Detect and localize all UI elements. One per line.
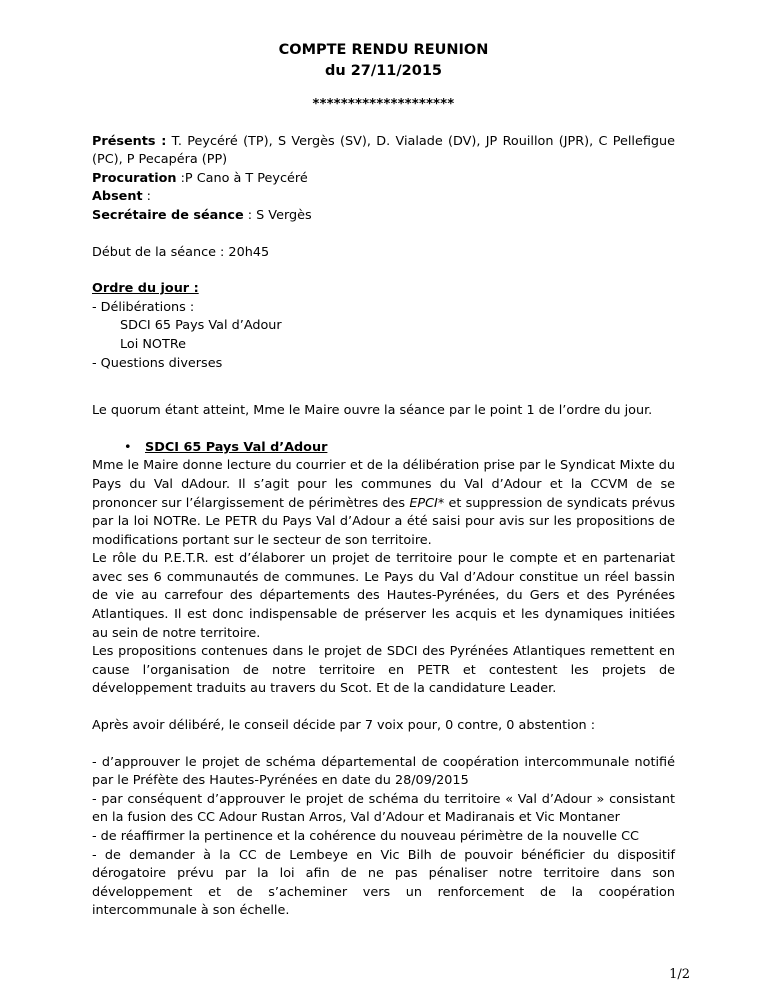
vote-text: Après avoir délibéré, le conseil décide par 7 voix pour, 0 contre, 0 abstention : (92, 718, 596, 734)
procuration-label: Procuration (92, 170, 177, 186)
paragraph-text: et suppression de syndicats prévus par la loi NOTRe. Le PETR du Pays Val d’Adour a été saisi pour avis sur les propositions de modifications portant sur le secteur de son territoire. (92, 495, 675, 548)
page-number: 1/2 (669, 967, 690, 983)
section-paragraph: Les propositions contenues dans le projet de SDCI des Pyrénées Atlantiques remettent en cause l’organisation de notre territoire en PETR et contestent les projets de développement traduits au travers du Scot. Et de la candidature Leader. (92, 644, 675, 697)
attendance-block (92, 133, 675, 226)
section-heading-line (92, 439, 675, 458)
presents-label: Présents : (92, 133, 167, 149)
decision-item: - par conséquent d’approuver le projet de schéma du territoire « Val d’Adour » consistant en la fusion des CC Adour Rustan Arros, Val d’Adour et Madiranais et Vic Montaner (92, 791, 675, 826)
agenda-heading: Ordre du jour : (92, 281, 199, 297)
quorum-text: Le quorum étant atteint, Mme le Maire ouvre la séance par le point 1 de l’ordre du jour. (92, 403, 653, 419)
section-paragraph: Le rôle du P.E.T.R. est d’élaborer un projet de territoire pour le compte et en partenariat avec ses 6 communautés de communes. Le Pays du Val d’Adour constitue un réel bassin de vie au carrefour des départements des Hautes-Pyrénées, du Gers et des Pyrénées Atlantiques. Il est donc indispensable de préserver les acquis et les dynamiques initiées au sein de notre territoire. (92, 551, 675, 641)
secretaire-label: Secrétaire de séance (92, 207, 244, 223)
document-page (92, 40, 675, 921)
section-heading: SDCI 65 Pays Val d’Adour (145, 439, 328, 455)
presents-value: T. Peycéré (TP), S Vergès (SV), D. Vialade (DV), JP Rouillon (JPR), C Pellefigue (PC), P Pecapéra (PP) (92, 133, 675, 168)
secretaire-line (92, 207, 675, 226)
section-body (92, 457, 675, 699)
procuration-value: :P Cano à T Peycéré (176, 170, 308, 186)
document-date: du 27/11/2015 (324, 63, 443, 79)
decision-item: - de réaffirmer la pertinence et la cohérence du nouveau périmètre de la nouvelle CC (92, 829, 639, 844)
agenda-item: SDCI 65 Pays Val d’Adour (120, 318, 282, 334)
decision-item: - de demander à la CC de Lembeye en Vic Bilh de pouvoir bénéficier du dispositif dérogatoire prévu par la loi afin de ne pas pénaliser notre territoire dans son développement et de s’acheminer vers un renforcement de la coopération intercommunale à son échelle. (92, 847, 675, 919)
presents-line (92, 133, 675, 170)
agenda-block (92, 280, 675, 373)
procuration-line (92, 170, 675, 189)
absent-value: : (142, 189, 151, 205)
absent-line (92, 188, 675, 207)
section-paragraph (92, 457, 675, 550)
debut-seance: Début de la séance : 20h45 (92, 244, 270, 260)
epci-term: EPCI* (409, 495, 445, 511)
decision-item: - d’approuver le projet de schéma départemental de coopération intercommunale notifié par le Préfète des Hautes-Pyrénées en date du 28/09/2015 (92, 754, 675, 789)
document-title: COMPTE RENDU REUNION (278, 42, 489, 58)
absent-label: Absent (92, 189, 143, 205)
agenda-item: - Questions diverses (92, 355, 223, 371)
paragraph-text: Mme le Maire donne lecture du courrier et de la délibération prise par le Syndicat Mixte du Pays du Val dAdour. Il s’agit pour les communes du Val d’Adour et la CCVM de se prononcer sur l’élargissement de périmètres des (92, 458, 675, 511)
secretaire-value: : S Vergès (243, 207, 312, 223)
decisions-list (92, 754, 675, 921)
separator-stars: ******************** (312, 97, 455, 112)
agenda-item: - Délibérations : (92, 299, 195, 315)
bullet-icon: • (124, 439, 132, 455)
agenda-item: Loi NOTRe (120, 336, 187, 352)
